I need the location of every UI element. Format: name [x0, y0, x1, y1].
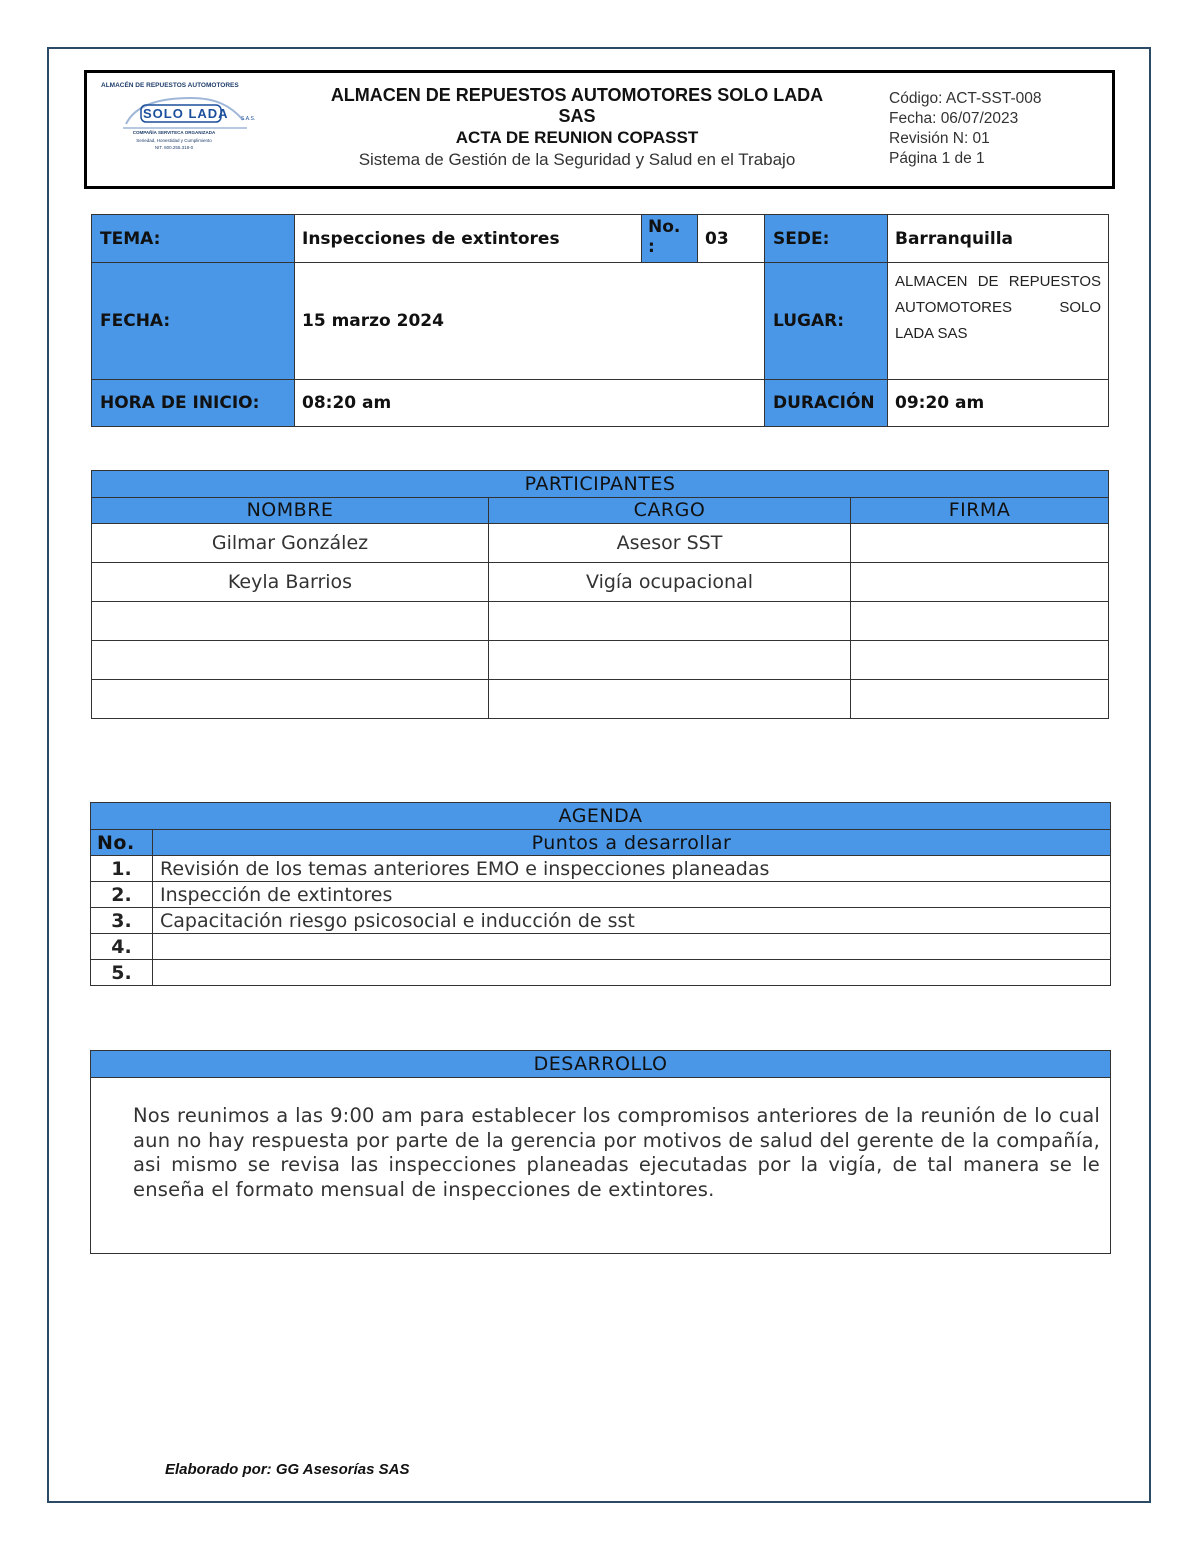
table-row	[92, 563, 1109, 602]
tema-value: Inspecciones de extintores	[295, 215, 642, 263]
agenda-col-points: Puntos a desarrollar	[153, 830, 1111, 856]
agenda-number: 4.	[91, 934, 153, 960]
participants-title: PARTICIPANTES	[92, 471, 1109, 498]
col-nombre: NOMBRE	[92, 498, 489, 524]
agenda-point: Revisión de los temas anteriores EMO e inspecciones planeadas	[153, 856, 1111, 882]
document-meta	[889, 89, 1042, 169]
participant-signature	[851, 641, 1109, 680]
agenda-title: AGENDA	[91, 803, 1111, 830]
system-subtitle: Sistema de Gestión de la Seguridad y Salud en el Trabajo	[358, 150, 796, 169]
desarrollo-title: DESARROLLO	[91, 1051, 1111, 1078]
agenda-point	[153, 934, 1111, 960]
agenda-col-no: No.	[91, 830, 153, 856]
participant-name	[92, 641, 489, 680]
footer-elaborated-by: Elaborado por: GG Asesorías SAS	[165, 1461, 410, 1478]
logo-brand: SOLO LADA	[143, 106, 229, 121]
doc-date: Fecha: 06/07/2023	[889, 110, 1019, 127]
participant-name	[92, 602, 489, 641]
participant-role	[489, 680, 851, 719]
table-row	[91, 882, 1111, 908]
duracion-value: 09:20 am	[888, 380, 1109, 427]
sede-label: SEDE:	[765, 215, 888, 263]
lugar-value: ALMACEN DE REPUESTOS AUTOMOTORES SOLO LADA SAS	[888, 263, 1109, 380]
logo-line-2: Seriedad, Honestidad y Cumplimiento	[136, 138, 212, 143]
logo-top-text: ALMACÉN DE REPUESTOS AUTOMOTORES	[101, 82, 239, 89]
agenda-table	[90, 802, 1111, 986]
agenda-number: 1.	[91, 856, 153, 882]
desarrollo-text: Nos reunimos a las 9:00 am para establecer los compromisos anteriores de la reunión de lo cual aun no hay respuesta por parte de la gerencia por motivos de salud del gerente de la compañía, asi mismo se revisa las inspecciones planeadas ejecutadas por la vigía, de tal manera se le enseña el formato mensual de inspecciones de extintores.	[91, 1078, 1111, 1254]
doc-code: Código: ACT-SST-008	[889, 90, 1042, 107]
table-row	[92, 641, 1109, 680]
header-title-block	[277, 85, 877, 171]
sede-value: Barranquilla	[888, 215, 1109, 263]
document-title: ACTA DE REUNION COPASST	[455, 128, 699, 147]
agenda-number: 5.	[91, 960, 153, 986]
hora-inicio-label: HORA DE INICIO:	[92, 380, 295, 427]
agenda-point: Capacitación riesgo psicosocial e inducción de sst	[153, 908, 1111, 934]
participant-signature	[851, 563, 1109, 602]
hora-inicio-value: 08:20 am	[295, 380, 765, 427]
table-row	[91, 934, 1111, 960]
participant-role: Asesor SST	[489, 524, 851, 563]
agenda-point: Inspección de extintores	[153, 882, 1111, 908]
participant-role	[489, 602, 851, 641]
company-name-line-2: SAS	[558, 106, 596, 126]
logo-line-3: NIT. 800.255.318-0	[154, 145, 194, 150]
agenda-point	[153, 960, 1111, 986]
table-row	[91, 908, 1111, 934]
desarrollo-table	[90, 1050, 1111, 1254]
participant-name: Gilmar González	[92, 524, 489, 563]
meeting-info-table	[91, 214, 1109, 427]
participant-signature	[851, 602, 1109, 641]
doc-revision: Revisión N: 01	[889, 130, 990, 147]
fecha-label: FECHA:	[92, 263, 295, 380]
company-logo	[101, 82, 271, 170]
col-cargo: CARGO	[489, 498, 851, 524]
tema-label: TEMA:	[92, 215, 295, 263]
col-firma: FIRMA	[851, 498, 1109, 524]
agenda-number: 2.	[91, 882, 153, 908]
logo-sas: S.A.S.	[241, 116, 256, 122]
participant-role	[489, 641, 851, 680]
participant-role: Vigía ocupacional	[489, 563, 851, 602]
agenda-number: 3.	[91, 908, 153, 934]
fecha-value: 15 marzo 2024	[295, 263, 765, 380]
table-row	[91, 960, 1111, 986]
document-header	[84, 70, 1115, 189]
participant-name	[92, 680, 489, 719]
lugar-label: LUGAR:	[765, 263, 888, 380]
participants-table	[91, 470, 1109, 719]
number-value: 03	[698, 215, 765, 263]
table-row	[92, 680, 1109, 719]
table-row	[91, 856, 1111, 882]
table-row	[92, 524, 1109, 563]
duracion-label: DURACIÓN	[765, 380, 888, 427]
number-label: No. :	[642, 215, 698, 263]
logo-line-1: COMPAÑÍA SERVITECA ORGANIZADA	[132, 130, 216, 135]
table-row	[92, 602, 1109, 641]
company-name-line-1: ALMACEN DE REPUESTOS AUTOMOTORES SOLO LADA	[330, 85, 824, 105]
doc-page: Página 1 de 1	[889, 150, 985, 167]
participant-name: Keyla Barrios	[92, 563, 489, 602]
participant-signature	[851, 524, 1109, 563]
participant-signature	[851, 680, 1109, 719]
